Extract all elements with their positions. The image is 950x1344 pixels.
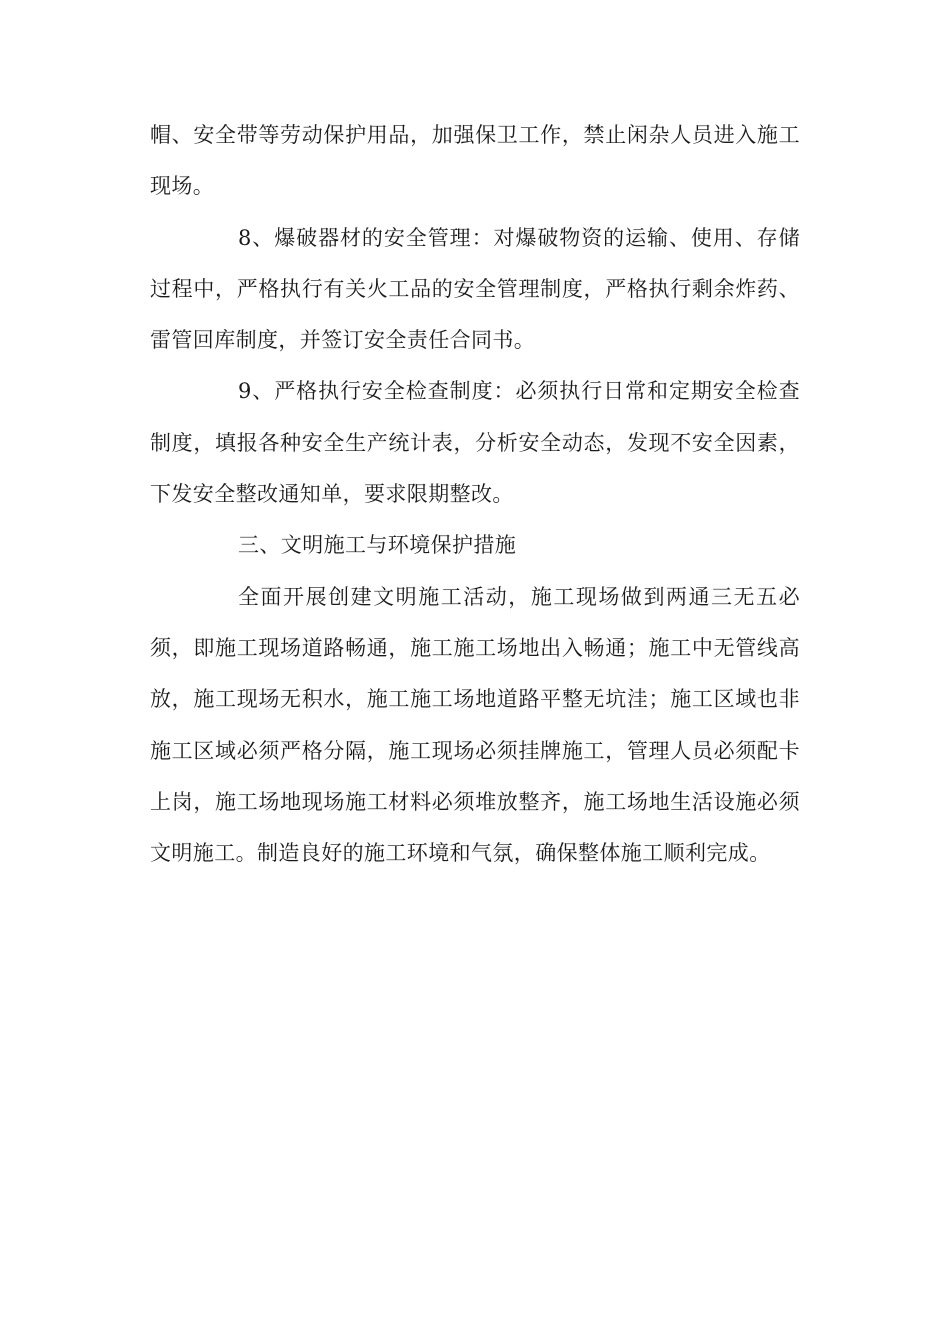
section-heading: 三、文明施工与环境保护措施 <box>238 533 517 558</box>
document-page <box>150 110 800 879</box>
paragraph-continuation: 帽、安全带等劳动保护用品，加强保卫工作，禁止闲杂人员进入施工现场。 <box>150 123 800 199</box>
paragraph-item-9: 9、严格执行安全检查制度：必须执行日常和定期安全检查制度，填报各种安全生产统计表，分析安全动态，发现不安全因素，下发安全整改通知单，要求限期整改。 <box>150 379 800 507</box>
paragraph-item-8: 8、爆破器材的安全管理：对爆破物资的运输、使用、存储过程中，严格执行有关火工品的安全管理制度，严格执行剩余炸药、雷管回库制度，并签订安全责任合同书。 <box>150 225 800 353</box>
paragraph-civilized-construction: 全面开展创建文明施工活动，施工现场做到两通三无五必须，即施工现场道路畅通，施工施工场地出入畅通；施工中无管线高放，施工现场无积水，施工施工场地道路平整无坑洼；施工区域也非施工区域必须严格分隔，施工现场必须挂牌施工，管理人员必须配卡上岗，施工场地现场施工材料必须堆放整齐，施工场地生活设施必须文明施工。制造良好的施工环境和气氛，确保整体施工顺利完成。 <box>150 584 800 866</box>
